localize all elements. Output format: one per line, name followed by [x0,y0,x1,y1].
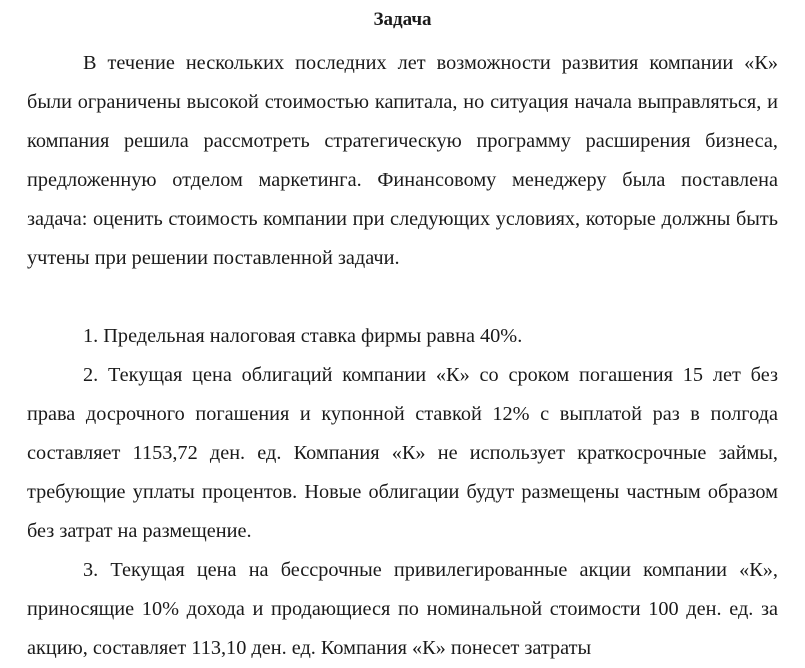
paragraph-intro: В течение нескольких последних лет возможности развития компании «К» были ограничены высокой стоимостью капитала, но ситуация начала выправляться, и компания решила рассмотреть стратегическую программу расширения бизнеса, предложенную отделом маркетинга. Финансовому менеджеру была поставлена задача: оценить стоимость компании при следующих условиях, которые должны быть учтены при решении поставленной задачи. [27,52,778,269]
paragraph-condition-1: 1. Предельная налоговая ставка фирмы равна 40%. [83,325,523,347]
paragraph-condition-3: 3. Текущая цена на бессрочные привилегированные акции компании «К», приносящие 10% дохода и продающиеся по номинальной стоимости 100 ден. ед. за акцию, составляет 113,10 ден. ед. Компания «К» понесет затраты [27,559,778,659]
paragraph-condition-2: 2. Текущая цена облигаций компании «К» со сроком погашения 15 лет без права досрочного погашения и купонной ставкой 12% с выплатой раз в полгода составляет 1153,72 ден. ед. Компания «К» не использует краткосрочные займы, требующие уплаты процентов. Новые облигации будут размещены частным образом без затрат на размещение. [27,364,778,542]
document-title: Задача [373,9,432,30]
